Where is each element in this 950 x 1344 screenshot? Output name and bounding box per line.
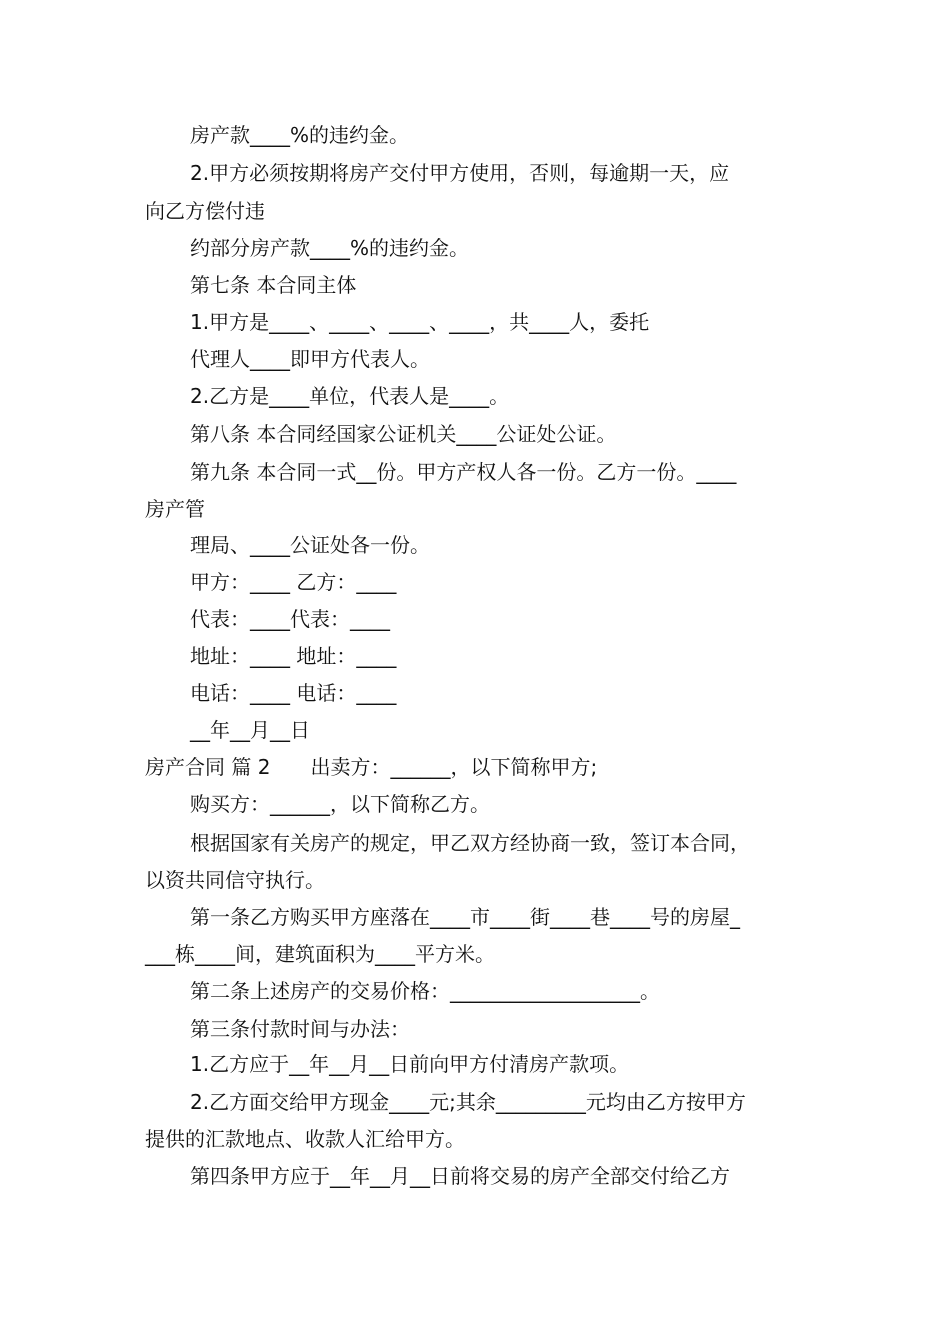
text-line-21: 以资共同信守执行。: [145, 868, 325, 892]
date-line: __年__月__日: [190, 718, 310, 742]
text-line-7: 代理人____即甲方代表人。: [190, 347, 430, 371]
text-line-4: 约部分房产款____%的违约金。: [190, 236, 470, 260]
article-eight: 第八条 本合同经国家公证机关____公证处公证。: [190, 422, 617, 446]
representative-line: 代表：____代表：____: [190, 607, 390, 631]
text-line-26: 1.乙方应于__年__月__日前向甲方付清房产款项。: [190, 1052, 630, 1076]
phone-line: 电话：____ 电话：____: [190, 681, 397, 705]
text-line-6: 1.甲方是____、____、____、____，共____人，委托: [190, 310, 650, 334]
party-line: 甲方：____ 乙方：____: [190, 570, 397, 594]
article-two: 第二条上述房产的交易价格：___________________。: [190, 979, 660, 1003]
text-line-23: ___栋____间，建筑面积为____平方米。: [145, 942, 495, 966]
text-line-1: 房产款____%的违约金。: [190, 123, 410, 147]
text-line-8: 2.乙方是____单位，代表人是____。: [190, 384, 510, 408]
address-line: 地址：____ 地址：____: [190, 644, 397, 668]
text-line-2: 2.甲方必须按期将房产交付甲方使用，否则，每逾期一天，应: [190, 161, 730, 185]
text-line-28: 提供的汇款地点、收款人汇给甲方。: [145, 1127, 465, 1151]
article-seven-heading: 第七条 本合同主体: [190, 273, 357, 297]
text-line-3: 向乙方偿付违: [145, 199, 265, 223]
text-line-12: 理局、____公证处各一份。: [190, 533, 430, 557]
text-line-20: 根据国家有关房产的规定，甲乙双方经协商一致，签订本合同，: [190, 831, 750, 855]
article-one: 第一条乙方购买甲方座落在____市____街____巷____号的房屋_: [190, 905, 740, 929]
contract-2-heading: 房产合同 篇 2 出卖方：______，以下简称甲方;: [145, 755, 598, 779]
text-line-11: 房产管: [145, 497, 205, 521]
article-four: 第四条甲方应于__年__月__日前将交易的房产全部交付给乙方: [190, 1164, 730, 1188]
article-three: 第三条付款时间与办法：: [190, 1017, 410, 1041]
text-line-27: 2.乙方面交给甲方现金____元;其余_________元均由乙方按甲方: [190, 1090, 746, 1114]
article-nine: 第九条 本合同一式__份。甲方产权人各一份。乙方一份。____: [190, 460, 737, 484]
buyer-line: 购买方：______，以下简称乙方。: [190, 792, 490, 816]
